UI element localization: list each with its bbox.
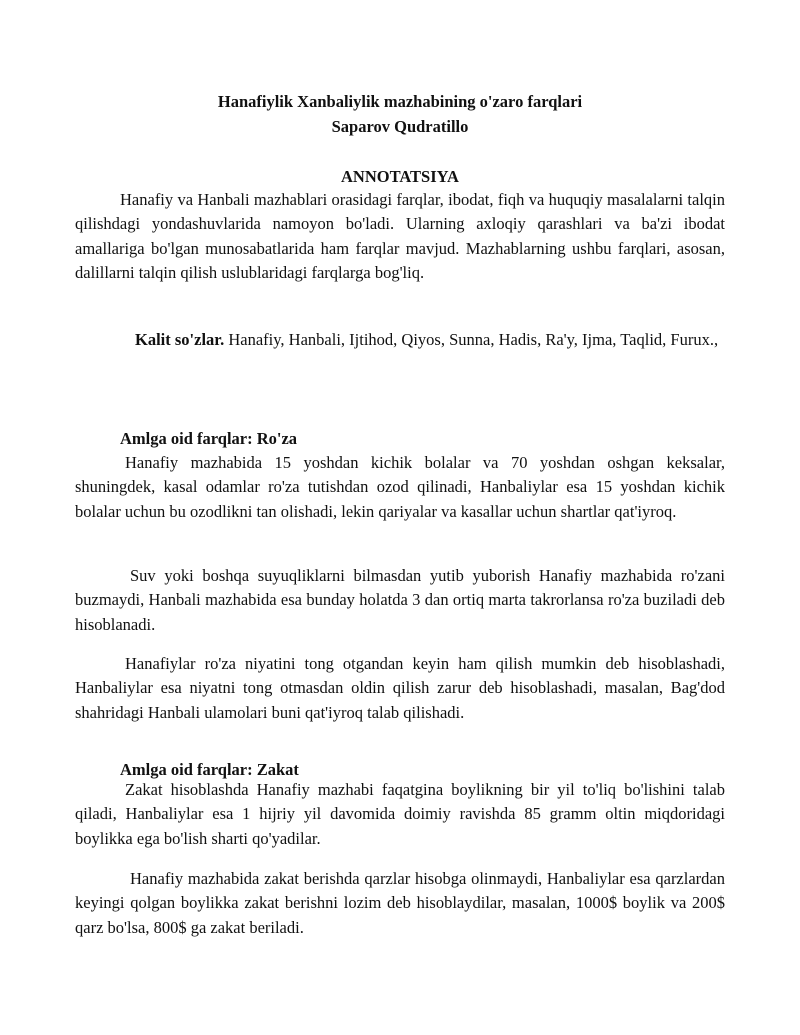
- section-heading-roza: Amlga oid farqlar: Ro'za: [120, 429, 298, 448]
- roza-paragraph-3: Hanafiylar ro'za niyatini tong otgandan keyin ham qilish mumkin deb hisoblashadi, Hanbaliylar esa niyatni tong otmasdan oldin qilish zarur deb hisoblashadi, masalan, Bag'dod shahridagi Hanbali ulamolari buni qat'iyroq talab qilishadi.: [75, 654, 725, 722]
- document-author: Saparov Qudratillo: [331, 117, 469, 136]
- keywords-text: Hanafiy, Hanbali, Ijtihod, Qiyos, Sunna, Hadis, Ra'y, Ijma, Taqlid, Furux.,: [224, 330, 719, 349]
- roza-paragraph-2: Suv yoki boshqa suyuqliklarni bilmasdan yutib yuborish Hanafiy mazhabida ro'zani buzmaydi, Hanbali mazhabida esa bunday holatda 3 dan ortiq marta takrorlansa ro'za buziladi deb hisoblanadi.: [75, 566, 725, 634]
- section-heading-zakat: Amlga oid farqlar: Zakat: [120, 760, 299, 779]
- annotation-paragraph: Hanafiy va Hanbali mazhablari orasidagi farqlar, ibodat, fiqh va huquqiy masalalarni talqin qilishdagi yondashuvlarida namoyon bo'ladi. Ularning axloqiy qarashlari va ba'zi ibodat amallariga bo'lgan munosabatlarida ham farqlar mavjud. Mazhablarning ushbu farqlari, asosan, dalillarni talqin qilish uslublaridagi farqlarga bog'liq.: [75, 190, 725, 282]
- zakat-paragraph-2: Hanafiy mazhabida zakat berishda qarzlar hisobga olinmaydi, Hanbaliylar esa qarzlardan keyingi qolgan boylikka zakat berishni lozim deb hisoblaydilar, masalan, 1000$ boylik va 200$ qarz bo'lsa, 800$ ga zakat beriladi.: [75, 869, 725, 937]
- annotation-heading: ANNOTATSIYA: [341, 167, 459, 186]
- keywords-label: Kalit so'zlar.: [135, 330, 225, 349]
- roza-paragraph-1: Hanafiy mazhabida 15 yoshdan kichik bolalar va 70 yoshdan oshgan keksalar, shuningdek, kasal odamlar ro'za tutishdan ozod qilinadi, Hanbaliylar esa 15 yoshdan kichik bolalar uchun bu ozodlikni tan olishadi, lekin qariyalar va kasallar uchun shartlar qat'iyroq.: [75, 453, 725, 521]
- document-title: Hanafiylik Xanbaliylik mazhabining o'zaro farqlari: [217, 92, 583, 111]
- keywords-paragraph: [75, 328, 725, 352]
- zakat-paragraph-1: Zakat hisoblashda Hanafiy mazhabi faqatgina boylikning bir yil to'liq bo'lishini talab qiladi, Hanbaliylar esa 1 hijriy yil davomida doimiy ravishda 85 gramm oltin miqdoridagi boylikka ega bo'lish sharti qo'yadilar.: [75, 780, 725, 848]
